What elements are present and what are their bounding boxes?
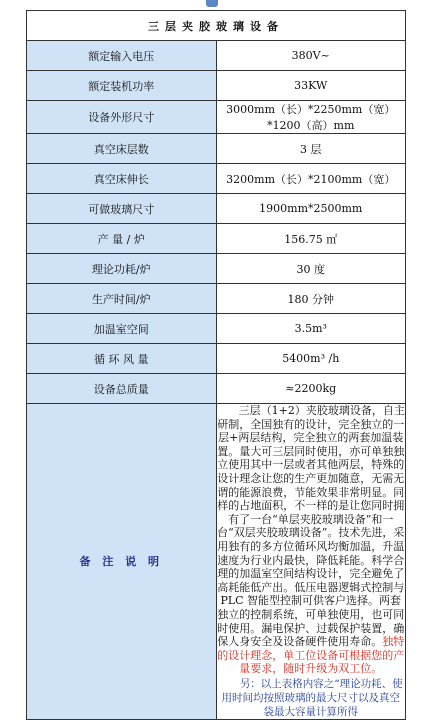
notes-body-text: 三层（1+2）夹胶玻璃设备，自主研制，全国独有的设计，完全独立的一层+两层结构，完全独立的两套加温装置。量大可三层同时使用，亦可单独独立使用其中一层或者其他两层，特殊的设计理念让您的生产更加随意，无需无谓的能源浪费，节能效果非常明显。同样的占地面积，不一样的是让您同时拥有了一台“单层夹胶玻璃设备”和一台“双层夹胶玻璃设备”。技术先进，采用独有的多方位循环风均衡加温，升温速度为行业内最快，降低耗能。科学合理的加温室空间结构设计，完全避免了高耗能低产出。低压电器逻辑式控制与 PLC 智能型控制可供客户选择。两套独立的控制系统，可单独使用，也可同时使用。漏电保护、过载保护装置，确保人身安全及设备硬件使用寿命。	[217, 404, 405, 649]
spec-value: 5400m³ /h	[216, 344, 406, 374]
notes-label: 备 注 说 明	[27, 404, 217, 720]
spec-label: 加温室空间	[27, 314, 217, 344]
notes-paragraph	[217, 404, 406, 676]
notes-row	[27, 404, 406, 720]
spec-row	[27, 194, 406, 224]
spec-row	[27, 41, 406, 71]
spec-label: 额定装机功率	[27, 71, 217, 101]
top-decoration	[206, 0, 218, 7]
spec-row	[27, 71, 406, 101]
title-row	[27, 11, 406, 41]
spec-value: 3000mm（长）*2250mm（宽）*1200（高）mm	[216, 101, 406, 134]
spec-value: 3.5m³	[216, 314, 406, 344]
spec-label: 真空床伸长	[27, 164, 217, 194]
spec-value: 380V~	[216, 41, 406, 71]
spec-value: 1900mm*2500mm	[216, 194, 406, 224]
spec-label: 循 环 风 量	[27, 344, 217, 374]
spec-value: ≈2200kg	[216, 374, 406, 404]
table-title: 三层夹胶玻璃设备	[27, 11, 406, 41]
spec-row	[27, 314, 406, 344]
spec-table	[26, 10, 406, 720]
spec-row	[27, 164, 406, 194]
notes-content	[216, 404, 406, 720]
spec-value: 156.75 ㎡	[216, 224, 406, 254]
spec-label: 额定输入电压	[27, 41, 217, 71]
notes-highlight-text: 独特的设计理念，单工位设备可根据您的产量要求，随时升级为双工位。	[217, 635, 405, 676]
spec-value: 3 层	[216, 134, 406, 164]
notes-extra-text: 另：以上表格内容之“理论功耗、使用时间均按照玻璃的最大尺寸以及真空袋最大容量计算所得	[221, 677, 403, 718]
spec-value: 3200mm（长）*2100mm（宽）	[216, 164, 406, 194]
spec-row	[27, 134, 406, 164]
spec-row	[27, 101, 406, 134]
spec-label: 真空床层数	[27, 134, 217, 164]
spec-label: 设备外形尺寸	[27, 101, 217, 134]
spec-row	[27, 284, 406, 314]
spec-value: 33KW	[216, 71, 406, 101]
spec-label: 可做玻璃尺寸	[27, 194, 217, 224]
spec-row	[27, 224, 406, 254]
spec-row	[27, 344, 406, 374]
spec-label: 理论功耗/炉	[27, 254, 217, 284]
spec-label: 设备总质量	[27, 374, 217, 404]
spec-label: 生产时间/炉	[27, 284, 217, 314]
spec-row	[27, 374, 406, 404]
spec-row	[27, 254, 406, 284]
spec-value: 30 度	[216, 254, 406, 284]
spec-value: 180 分钟	[216, 284, 406, 314]
spec-label: 产 量 / 炉	[27, 224, 217, 254]
